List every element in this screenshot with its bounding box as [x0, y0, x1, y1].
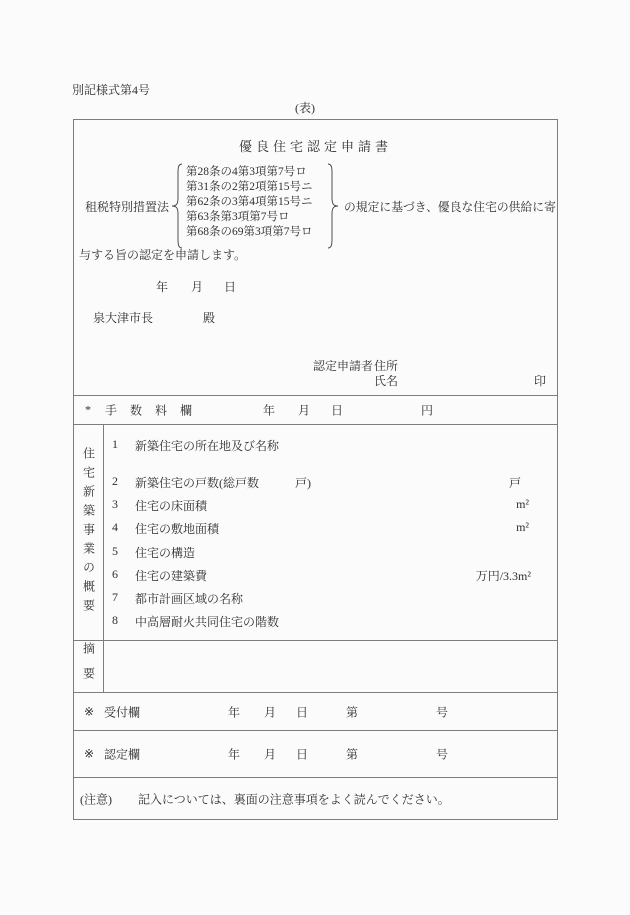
reception-year-label: 年: [228, 705, 241, 719]
reception-row: [74, 692, 557, 730]
right-brace-glyph: [327, 163, 340, 249]
item-label: 住宅の構造: [135, 546, 196, 560]
item-unit: m²: [516, 520, 529, 534]
form-title: 優良住宅認定申請書: [238, 139, 392, 154]
applicant-label: 認定申請者: [313, 359, 374, 373]
sheet-side-label: (表): [295, 101, 315, 115]
item-label: 新築住宅の所在地及び名称: [135, 439, 280, 453]
item-number: 2: [112, 474, 118, 488]
reception-day-label: 日: [296, 705, 309, 719]
addressee-label: 泉大津市長: [93, 311, 154, 325]
fee-row: [74, 395, 557, 424]
statement-line-2: 与する旨の認定を申請します。: [79, 248, 247, 262]
honorific-label: 殿: [203, 311, 216, 325]
name-label: 氏名: [374, 374, 399, 388]
item-unit: m²: [516, 497, 529, 511]
application-section: [74, 120, 557, 395]
item-label: 住宅の建築費: [135, 569, 208, 583]
approval-number-prefix: 第: [346, 747, 359, 762]
item-unit: 戸: [508, 476, 521, 490]
item-label: 新築住宅の戸数(総戸数 戸): [135, 476, 311, 490]
item-label: 住宅の敷地面積: [135, 522, 220, 536]
item-number: 7: [112, 590, 118, 604]
item-number: 4: [112, 520, 118, 534]
reception-number-suffix: 号: [436, 705, 449, 719]
fee-year-label: 年: [263, 403, 276, 418]
left-brace-glyph: [170, 163, 183, 249]
note-label: (注意): [80, 792, 112, 806]
law-citation-item: 第31条の2第2項第15号ニ: [186, 181, 313, 193]
approval-month-label: 月: [264, 747, 277, 762]
remarks-content: [104, 641, 557, 692]
law-name-label: 租税特別措置法: [85, 200, 170, 214]
item-unit: 万円/3.3m²: [475, 569, 531, 583]
statement-line-1: の規定に基づき、優良な住宅の供給に寄: [344, 200, 556, 214]
application-form-table: [73, 119, 558, 820]
reception-number-prefix: 第: [346, 705, 359, 719]
reference-mark: ※: [84, 704, 95, 718]
address-label: 住所: [374, 359, 399, 373]
approval-number-suffix: 号: [436, 747, 449, 762]
fee-month-label: 月: [298, 403, 311, 418]
remarks-section: [74, 640, 557, 692]
law-citation-list: [186, 165, 313, 240]
overview-content: [104, 425, 557, 640]
item-number: 1: [112, 437, 118, 451]
item-number: 6: [112, 567, 118, 581]
seal-label: 印: [534, 374, 547, 388]
law-citation-item: 第62条の3第4項第15号ニ: [186, 196, 313, 208]
note-row: [74, 777, 557, 819]
fee-day-label: 日: [331, 403, 344, 418]
remarks-side-column: [74, 641, 104, 692]
asterisk-mark: *: [85, 402, 91, 417]
item-number: 3: [112, 497, 118, 511]
overview-side-column: [74, 425, 104, 640]
fee-column-label: 手数料欄: [105, 403, 206, 418]
approval-column-label: 認定欄: [104, 747, 141, 762]
approval-year-label: 年: [228, 747, 241, 762]
approval-day-label: 日: [296, 747, 309, 762]
overview-section: [74, 424, 557, 640]
fee-yen-label: 円: [421, 403, 434, 418]
approval-row: [74, 730, 557, 777]
remarks-side-label: 摘要: [81, 641, 96, 692]
reception-month-label: 月: [264, 705, 277, 719]
item-label: 都市計画区域の名称: [135, 592, 244, 606]
law-citation-item: 第63条第3項第7号ロ: [186, 211, 290, 223]
overview-side-label: 住宅新築事業の概要: [81, 447, 96, 618]
law-citation-item: 第28条の4第3項第7号ロ: [186, 166, 307, 178]
item-number: 8: [112, 613, 118, 627]
item-label: 中高層耐火共同住宅の階数: [135, 615, 280, 629]
date-year-label: 年: [156, 280, 169, 294]
item-number: 5: [112, 544, 118, 558]
form-id-label: 別記様式第4号: [72, 83, 151, 97]
note-text: 記入については、裏面の注意事項をよく読んでください。: [138, 792, 450, 806]
date-day-label: 日: [224, 280, 237, 294]
item-label: 住宅の床面積: [135, 499, 208, 513]
reception-column-label: 受付欄: [104, 705, 141, 719]
reference-mark: ※: [84, 746, 95, 761]
law-citation-item: 第68条の69第3項第7号ロ: [186, 226, 313, 238]
date-month-label: 月: [191, 280, 204, 294]
